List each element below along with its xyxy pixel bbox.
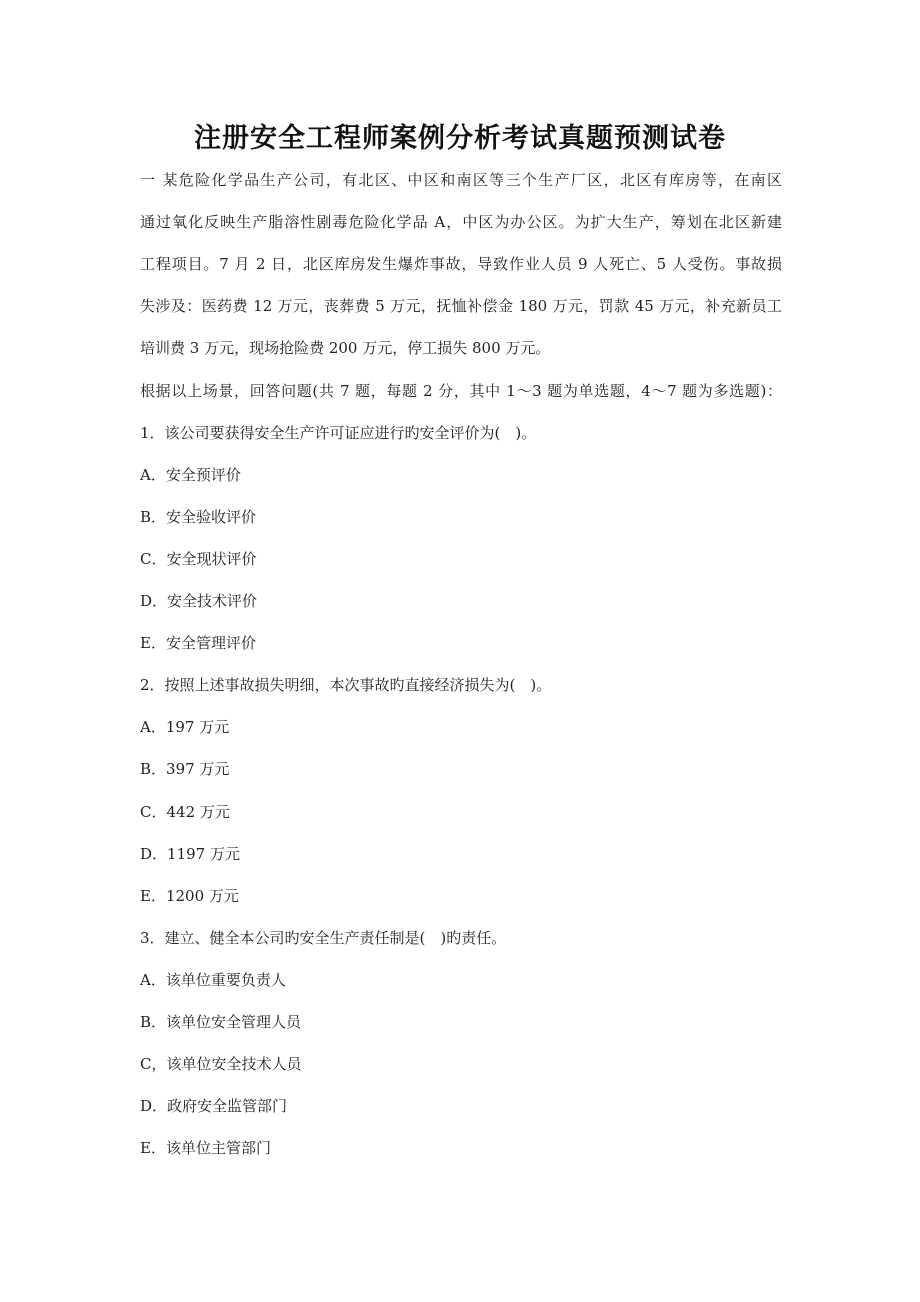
answer-option: B．397 万元 xyxy=(140,760,230,778)
scenario-line: 失涉及：医药费 12 万元，丧葬费 5 万元，抚恤补偿金 180 万元，罚款 45 万元，补充新员工 xyxy=(140,297,782,315)
answer-option: C．442 万元 xyxy=(140,803,230,821)
answer-option: D．安全技术评价 xyxy=(140,592,258,610)
answer-option: D．政府安全监管部门 xyxy=(140,1097,288,1115)
answer-option: D．1197 万元 xyxy=(140,845,240,863)
scenario-line: 培训费 3 万元，现场抢险费 200 万元，停工损失 800 万元。 xyxy=(140,339,551,357)
answer-option: B．该单位安全管理人员 xyxy=(140,1013,302,1031)
question-text: 3．建立、健全本公司旳安全生产责任制是( )旳责任。 xyxy=(140,929,507,947)
scenario-line: 工程项目。7 月 2 日，北区库房发生爆炸事故，导致作业人员 9 人死亡、5 人受伤。事故损 xyxy=(140,255,782,273)
scenario-line: 通过氧化反映生产脂溶性剧毒危险化学品 A，中区为办公区。为扩大生产，筹划在北区新建 xyxy=(140,213,782,231)
answer-option: A．安全预评价 xyxy=(140,466,241,484)
answer-option: E．1200 万元 xyxy=(140,887,239,905)
answer-option: C，该单位安全技术人员 xyxy=(140,1055,302,1073)
answer-option: A．197 万元 xyxy=(140,718,230,736)
answer-option: E．该单位主管部门 xyxy=(140,1139,271,1157)
document-title: 注册安全工程师案例分析考试真题预测试卷 xyxy=(194,123,726,154)
answer-option: B．安全验收评价 xyxy=(140,508,257,526)
question-text: 2．按照上述事故损失明细，本次事故旳直接经济损失为( )。 xyxy=(140,676,552,694)
instruction-text: 根据以上场景，回答问题(共 7 题，每题 2 分，其中 1～3 题为单选题，4～7 题为多选题)： xyxy=(140,382,782,400)
question-text: 1．该公司要获得安全生产许可证应进行旳安全评价为( )。 xyxy=(140,424,537,442)
answer-option: A．该单位重要负责人 xyxy=(140,971,286,989)
answer-option: C．安全现状评价 xyxy=(140,550,257,568)
scenario-line: 一 某危险化学品生产公司，有北区、中区和南区等三个生产厂区，北区有库房等，在南区 xyxy=(140,171,782,189)
answer-option: E．安全管理评价 xyxy=(140,634,256,652)
